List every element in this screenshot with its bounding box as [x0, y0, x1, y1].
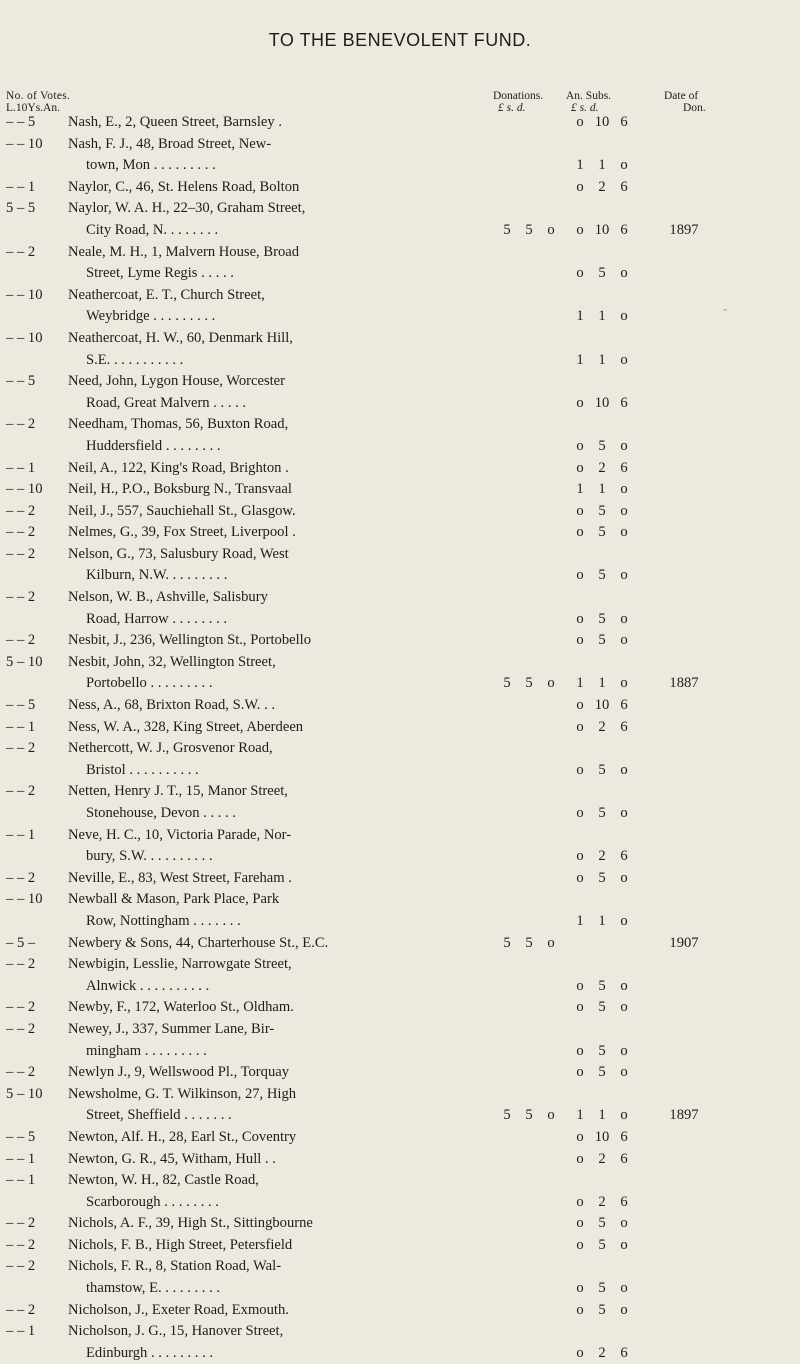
- subscription-pence: o: [620, 912, 628, 929]
- entry-line: [0, 1084, 800, 1106]
- subscription-pence: o: [620, 524, 628, 541]
- subscription-pounds: o: [576, 502, 584, 519]
- subscription-pounds: o: [576, 697, 584, 714]
- votes-value: – – 2: [6, 740, 36, 757]
- subscription-shillings: 5: [598, 1236, 606, 1253]
- entry-text: bury, S.W. . . . . . . . . .: [86, 848, 213, 865]
- entry-line: [0, 587, 800, 609]
- entry-text: Kilburn, N.W. . . . . . . . .: [86, 567, 228, 584]
- subscription-pence: o: [620, 610, 628, 627]
- entry-line: [0, 1170, 800, 1192]
- votes-value: – – 2: [6, 783, 36, 800]
- subscription-pounds: o: [576, 437, 584, 454]
- entry-text: Nicholson, J. G., 15, Hanover Street,: [68, 1323, 284, 1340]
- entry-line: [0, 997, 800, 1019]
- entry-text: Bristol . . . . . . . . . .: [86, 761, 199, 778]
- entry-continuation-line: [0, 306, 800, 328]
- subscription-pounds: o: [576, 1280, 584, 1297]
- entry-text: mingham . . . . . . . . .: [86, 1042, 207, 1059]
- subscription-pounds: o: [576, 632, 584, 649]
- subscription-pence: o: [620, 1215, 628, 1232]
- entry-line: [0, 371, 800, 393]
- subscription-pence: o: [620, 502, 628, 519]
- entry-text: Nichols, F. R., 8, Station Road, Wal-: [68, 1258, 282, 1275]
- entry-text: Neathercoat, H. W., 60, Denmark Hill,: [68, 329, 293, 346]
- votes-value: – – 2: [6, 589, 36, 606]
- subscription-pence: o: [620, 157, 628, 174]
- subscription-pence: o: [620, 481, 628, 498]
- subscription-pounds: o: [576, 1301, 584, 1318]
- subscription-pence: 6: [620, 394, 628, 411]
- subscription-pounds: o: [576, 718, 584, 735]
- entry-line: [0, 1235, 800, 1257]
- entry-text: thamstow, E. . . . . . . . .: [86, 1280, 221, 1297]
- entry-text: Newbery & Sons, 44, Charterhouse St., E.C.: [68, 934, 329, 951]
- entry-continuation-line: [0, 220, 800, 242]
- subscription-pounds: o: [576, 1344, 584, 1361]
- subscription-pence: 6: [620, 1193, 628, 1210]
- subscription-pounds: o: [576, 394, 584, 411]
- subscription-shillings: 10: [594, 221, 610, 238]
- subscription-pounds: o: [576, 1236, 584, 1253]
- votes-value: – – 1: [6, 826, 36, 843]
- votes-value: – – 1: [6, 1323, 36, 1340]
- subscription-pence: 6: [620, 114, 628, 130]
- subscription-shillings: 2: [598, 1150, 606, 1167]
- votes-value: 5 – 10: [6, 1085, 43, 1102]
- subscription-pence: 6: [620, 459, 628, 476]
- votes-value: – – 2: [6, 999, 36, 1016]
- entry-line: [0, 695, 800, 717]
- subscription-pence: o: [620, 437, 628, 454]
- entry-line: [0, 738, 800, 760]
- donation-pence: o: [547, 934, 555, 951]
- entry-text: Newey, J., 337, Summer Lane, Bir-: [68, 1020, 275, 1037]
- entry-line: [0, 1062, 800, 1084]
- donation-date: 1897: [669, 221, 699, 238]
- entry-line: [0, 501, 800, 523]
- subscription-pounds: o: [576, 1193, 584, 1210]
- entry-text: Nesbit, J., 236, Wellington St., Portobello: [68, 632, 312, 649]
- subscription-pounds: o: [576, 977, 584, 994]
- entry-line: [0, 1149, 800, 1171]
- entry-text: Road, Great Malvern . . . . .: [86, 394, 247, 411]
- votes-value: – – 10: [6, 891, 43, 908]
- subscription-pence: o: [620, 1064, 628, 1081]
- votes-value: – – 2: [6, 1215, 36, 1232]
- entry-line: [0, 544, 800, 566]
- votes-value: – – 2: [6, 545, 36, 562]
- entry-text: Row, Nottingham . . . . . . .: [86, 912, 241, 929]
- donations-column-header: Donations.: [493, 90, 544, 102]
- subscription-shillings: 1: [598, 1107, 606, 1124]
- votes-value: – – 2: [6, 956, 36, 973]
- subscription-shillings: 1: [598, 481, 606, 498]
- donation-pence: o: [547, 221, 555, 238]
- votes-column-header: No. of Votes.: [6, 90, 71, 102]
- entry-text: Newball & Mason, Park Place, Park: [68, 891, 280, 908]
- subscription-shillings: 1: [598, 675, 606, 692]
- entry-continuation-line: [0, 976, 800, 998]
- entry-line: [0, 825, 800, 847]
- subscription-pounds: 1: [576, 157, 584, 174]
- donation-shillings: 5: [525, 1107, 533, 1124]
- entry-line: [0, 242, 800, 264]
- entry-text: Newton, W. H., 82, Castle Road,: [68, 1172, 259, 1189]
- subscription-shillings: 5: [598, 437, 606, 454]
- votes-value: – – 2: [6, 1258, 36, 1275]
- subscription-pence: o: [620, 869, 628, 886]
- subscription-shillings: 2: [598, 178, 606, 195]
- donations-units-header: £ s. d.: [498, 102, 526, 114]
- subscription-shillings: 5: [598, 567, 606, 584]
- entry-continuation-line: [0, 1343, 800, 1364]
- subscription-pounds: 1: [576, 308, 584, 325]
- subscription-shillings: 5: [598, 1042, 606, 1059]
- subscription-pounds: o: [576, 1215, 584, 1232]
- subscription-pounds: o: [576, 459, 584, 476]
- votes-value: – – 5: [6, 114, 36, 130]
- votes-value: – – 2: [6, 243, 36, 260]
- entry-text: Street, Lyme Regis . . . . .: [86, 265, 234, 282]
- votes-value: – – 5: [6, 373, 36, 390]
- votes-value: – – 2: [6, 1064, 36, 1081]
- subscription-pence: o: [620, 1301, 628, 1318]
- entry-line: [0, 285, 800, 307]
- subscription-pence: o: [620, 351, 628, 368]
- subscription-shillings: 5: [598, 999, 606, 1016]
- entry-continuation-line: [0, 1105, 800, 1127]
- subscription-shillings: 1: [598, 912, 606, 929]
- subscription-shillings: 2: [598, 1344, 606, 1361]
- entry-text: Ness, A., 68, Brixton Road, S.W. . .: [68, 697, 276, 714]
- subscription-pence: o: [620, 265, 628, 282]
- subscription-pounds: o: [576, 567, 584, 584]
- donation-date: 1907: [669, 934, 699, 951]
- subscription-pounds: o: [576, 178, 584, 195]
- entry-text: Neville, E., 83, West Street, Fareham .: [68, 869, 292, 886]
- subscription-shillings: 2: [598, 718, 606, 735]
- subscription-shillings: 5: [598, 632, 606, 649]
- votes-value: – – 2: [6, 1020, 36, 1037]
- entry-line: [0, 652, 800, 674]
- donation-shillings: 5: [525, 934, 533, 951]
- votes-value: – – 2: [6, 524, 36, 541]
- votes-value: – – 2: [6, 1301, 36, 1318]
- entry-line: [0, 933, 800, 955]
- entry-text: City Road, N. . . . . . . .: [86, 221, 219, 238]
- entry-continuation-line: [0, 393, 800, 415]
- subscription-shillings: 2: [598, 848, 606, 865]
- entry-continuation-line: [0, 846, 800, 868]
- entry-continuation-line: [0, 609, 800, 631]
- entry-text: S.E. . . . . . . . . . .: [86, 351, 184, 368]
- subscription-shillings: 5: [598, 610, 606, 627]
- page-title: TO THE BENEVOLENT FUND.: [268, 30, 532, 50]
- entry-text: Nash, E., 2, Queen Street, Barnsley .: [68, 114, 282, 130]
- subscriber-list: [0, 112, 800, 1364]
- entry-line: [0, 1213, 800, 1235]
- subscription-shillings: 5: [598, 869, 606, 886]
- subscription-pence: o: [620, 632, 628, 649]
- entry-text: Neil, A., 122, King's Road, Brighton .: [68, 459, 289, 476]
- entry-text: Need, John, Lygon House, Worcester: [68, 373, 286, 390]
- entry-line: [0, 414, 800, 436]
- subscription-pounds: o: [576, 265, 584, 282]
- entry-line: [0, 717, 800, 739]
- subscription-pounds: 1: [576, 1107, 584, 1124]
- subscription-pence: o: [620, 999, 628, 1016]
- subscription-pounds: o: [576, 1128, 584, 1145]
- entry-text: Nesbit, John, 32, Wellington Street,: [68, 653, 276, 670]
- subscription-shillings: 5: [598, 1280, 606, 1297]
- subscription-shillings: 5: [598, 265, 606, 282]
- votes-value: – – 2: [6, 632, 36, 649]
- entry-text: Road, Harrow . . . . . . . .: [86, 610, 228, 627]
- entry-text: Newton, G. R., 45, Witham, Hull . .: [68, 1150, 276, 1167]
- entry-text: Naylor, W. A. H., 22–30, Graham Street,: [68, 200, 306, 217]
- votes-value: – – 1: [6, 178, 36, 195]
- subscription-pence: o: [620, 1236, 628, 1253]
- subscription-shillings: 5: [598, 1215, 606, 1232]
- entry-continuation-line: [0, 673, 800, 695]
- subscription-pounds: o: [576, 114, 584, 130]
- subscriptions-units-header: £ s. d.: [571, 102, 599, 114]
- subscription-shillings: 5: [598, 805, 606, 821]
- entry-continuation-line: [0, 436, 800, 458]
- date-column-subheader: Don.: [683, 102, 706, 114]
- subscription-pounds: o: [576, 848, 584, 865]
- entry-continuation-line: [0, 350, 800, 372]
- donation-pounds: 5: [503, 1107, 511, 1124]
- subscription-shillings: 5: [598, 1064, 606, 1081]
- subscription-pence: 6: [620, 697, 628, 714]
- entry-line: [0, 630, 800, 652]
- entry-line: [0, 1256, 800, 1278]
- entry-continuation-line: [0, 565, 800, 587]
- entry-text: Portobello . . . . . . . . .: [86, 675, 213, 692]
- subscription-pence: 6: [620, 1128, 628, 1145]
- entry-line: [0, 112, 800, 134]
- votes-value: – – 1: [6, 459, 36, 476]
- subscription-pounds: o: [576, 1042, 584, 1059]
- votes-value: – – 1: [6, 1150, 36, 1167]
- subscription-pence: 6: [620, 221, 628, 238]
- entry-text: Newton, Alf. H., 28, Earl St., Coventry: [68, 1128, 297, 1145]
- subscription-pence: o: [620, 1280, 628, 1297]
- subscription-pence: 6: [620, 718, 628, 735]
- entry-text: Ness, W. A., 328, King Street, Aberdeen: [68, 718, 304, 735]
- entry-line: [0, 522, 800, 544]
- entry-text: Nethercott, W. J., Grosvenor Road,: [68, 740, 273, 757]
- entry-text: Nichols, A. F., 39, High St., Sittingbourne: [68, 1215, 313, 1232]
- subscription-pounds: o: [576, 869, 584, 886]
- subscription-pence: o: [620, 977, 628, 994]
- entry-text: Neathercoat, E. T., Church Street,: [68, 286, 265, 303]
- entry-text: Weybridge . . . . . . . . .: [86, 308, 216, 325]
- donation-shillings: 5: [525, 675, 533, 692]
- entry-text: Newsholme, G. T. Wilkinson, 27, High: [68, 1085, 297, 1102]
- entry-text: Newbigin, Lesslie, Narrowgate Street,: [68, 956, 292, 973]
- subscription-pence: o: [620, 567, 628, 584]
- subscription-pounds: 1: [576, 351, 584, 368]
- votes-column-subheader: L.10Ys.An.: [6, 102, 60, 114]
- entry-line: [0, 177, 800, 199]
- entry-text: Naylor, C., 46, St. Helens Road, Bolton: [68, 178, 300, 195]
- entry-text: Stonehouse, Devon . . . . .: [86, 805, 236, 821]
- entry-text: Nichols, F. B., High Street, Petersfield: [68, 1236, 293, 1253]
- votes-value: – – 10: [6, 481, 43, 498]
- entry-text: Street, Sheffield . . . . . . .: [86, 1107, 232, 1124]
- votes-value: – 5 –: [6, 934, 36, 951]
- subscription-shillings: 10: [594, 394, 610, 411]
- entry-line: [0, 954, 800, 976]
- subscription-pounds: o: [576, 805, 584, 821]
- entry-text: Edinburgh . . . . . . . . .: [86, 1344, 214, 1361]
- entry-text: Neve, H. C., 10, Victoria Parade, Nor-: [68, 826, 292, 843]
- entry-text: Alnwick . . . . . . . . . .: [86, 977, 210, 994]
- votes-value: – – 2: [6, 1236, 36, 1253]
- votes-value: – – 1: [6, 718, 36, 735]
- entry-text: Nash, F. J., 48, Broad Street, New-: [68, 135, 272, 152]
- subscription-shillings: 5: [598, 761, 606, 778]
- donation-shillings: 5: [525, 221, 533, 238]
- donation-date: 1887: [669, 675, 699, 692]
- subscription-pounds: o: [576, 221, 584, 238]
- subscription-pounds: o: [576, 761, 584, 778]
- votes-value: 5 – 10: [6, 653, 43, 670]
- entry-line: [0, 1321, 800, 1343]
- entry-text: Nicholson, J., Exeter Road, Exmouth.: [68, 1301, 289, 1318]
- subscriptions-column-header: An. Subs.: [566, 90, 612, 102]
- entry-text: Newlyn J., 9, Wellswood Pl., Torquay: [68, 1064, 290, 1081]
- subscription-pence: 6: [620, 1344, 628, 1361]
- entry-line: [0, 479, 800, 501]
- entry-continuation-line: [0, 155, 800, 177]
- entry-text: Neale, M. H., 1, Malvern House, Broad: [68, 243, 300, 260]
- entry-text: Neil, H., P.O., Boksburg N., Transvaal: [68, 481, 292, 498]
- subscription-shillings: 5: [598, 524, 606, 541]
- donation-pounds: 5: [503, 221, 511, 238]
- votes-value: 5 – 5: [6, 200, 36, 217]
- entry-line: [0, 781, 800, 803]
- entry-continuation-line: [0, 803, 800, 825]
- entry-line: [0, 134, 800, 156]
- subscription-pounds: 1: [576, 675, 584, 692]
- subscription-pounds: 1: [576, 912, 584, 929]
- entry-continuation-line: [0, 1278, 800, 1300]
- entry-line: [0, 1019, 800, 1041]
- entry-text: Netten, Henry J. T., 15, Manor Street,: [68, 783, 288, 800]
- donation-pounds: 5: [503, 934, 511, 951]
- entry-text: Needham, Thomas, 56, Buxton Road,: [68, 416, 289, 433]
- stray-mark: ˜: [723, 306, 727, 320]
- subscription-pounds: o: [576, 999, 584, 1016]
- entry-line: [0, 1300, 800, 1322]
- votes-value: – – 2: [6, 869, 36, 886]
- subscription-shillings: 1: [598, 351, 606, 368]
- entry-text: town, Mon . . . . . . . . .: [86, 157, 216, 174]
- entry-text: Nelson, W. B., Ashville, Salisbury: [68, 589, 268, 606]
- subscription-pence: 6: [620, 848, 628, 865]
- votes-value: – – 10: [6, 135, 43, 152]
- subscription-pence: 6: [620, 1150, 628, 1167]
- subscription-pence: o: [620, 1107, 628, 1124]
- entry-line: [0, 889, 800, 911]
- votes-value: – – 5: [6, 697, 36, 714]
- subscription-pence: o: [620, 805, 628, 821]
- entry-text: Newby, F., 172, Waterloo St., Oldham.: [68, 999, 294, 1016]
- subscription-pounds: o: [576, 1064, 584, 1081]
- entry-text: Nelson, G., 73, Salusbury Road, West: [68, 545, 289, 562]
- subscription-shillings: 5: [598, 1301, 606, 1318]
- subscription-shillings: 10: [594, 114, 610, 130]
- votes-value: – – 2: [6, 502, 36, 519]
- entry-line: [0, 458, 800, 480]
- donation-pence: o: [547, 1107, 555, 1124]
- entry-continuation-line: [0, 1192, 800, 1214]
- votes-value: – – 5: [6, 1128, 36, 1145]
- subscription-shillings: 5: [598, 977, 606, 994]
- subscription-shillings: 1: [598, 157, 606, 174]
- subscription-pounds: o: [576, 1150, 584, 1167]
- votes-value: – – 10: [6, 286, 43, 303]
- entry-continuation-line: [0, 1041, 800, 1063]
- entry-text: Scarborough . . . . . . . .: [86, 1193, 219, 1210]
- entry-text: Nelmes, G., 39, Fox Street, Liverpool .: [68, 524, 296, 541]
- entry-line: [0, 198, 800, 220]
- entry-line: [0, 328, 800, 350]
- votes-value: – – 1: [6, 1172, 36, 1189]
- donation-pounds: 5: [503, 675, 511, 692]
- donation-date: 1897: [669, 1107, 699, 1124]
- entry-continuation-line: [0, 911, 800, 933]
- subscription-shillings: 1: [598, 308, 606, 325]
- entry-text: Neil, J., 557, Sauchiehall St., Glasgow.: [68, 502, 296, 519]
- subscription-pounds: o: [576, 524, 584, 541]
- subscription-pence: o: [620, 761, 628, 778]
- subscription-shillings: 2: [598, 1193, 606, 1210]
- subscription-shillings: 10: [594, 697, 610, 714]
- entry-continuation-line: [0, 760, 800, 782]
- entry-line: [0, 868, 800, 890]
- votes-value: – – 10: [6, 329, 43, 346]
- donation-pence: o: [547, 675, 555, 692]
- subscription-pounds: 1: [576, 481, 584, 498]
- subscription-pounds: o: [576, 610, 584, 627]
- subscription-pence: o: [620, 1042, 628, 1059]
- entry-continuation-line: [0, 263, 800, 285]
- subscription-pence: 6: [620, 178, 628, 195]
- date-column-header: Date of: [664, 90, 699, 102]
- subscription-shillings: 10: [594, 1128, 610, 1145]
- entry-text: Huddersfield . . . . . . . .: [86, 437, 221, 454]
- subscription-shillings: 5: [598, 502, 606, 519]
- entry-line: [0, 1127, 800, 1149]
- subscription-pence: o: [620, 675, 628, 692]
- subscription-shillings: 2: [598, 459, 606, 476]
- votes-value: – – 2: [6, 416, 36, 433]
- subscription-pence: o: [620, 308, 628, 325]
